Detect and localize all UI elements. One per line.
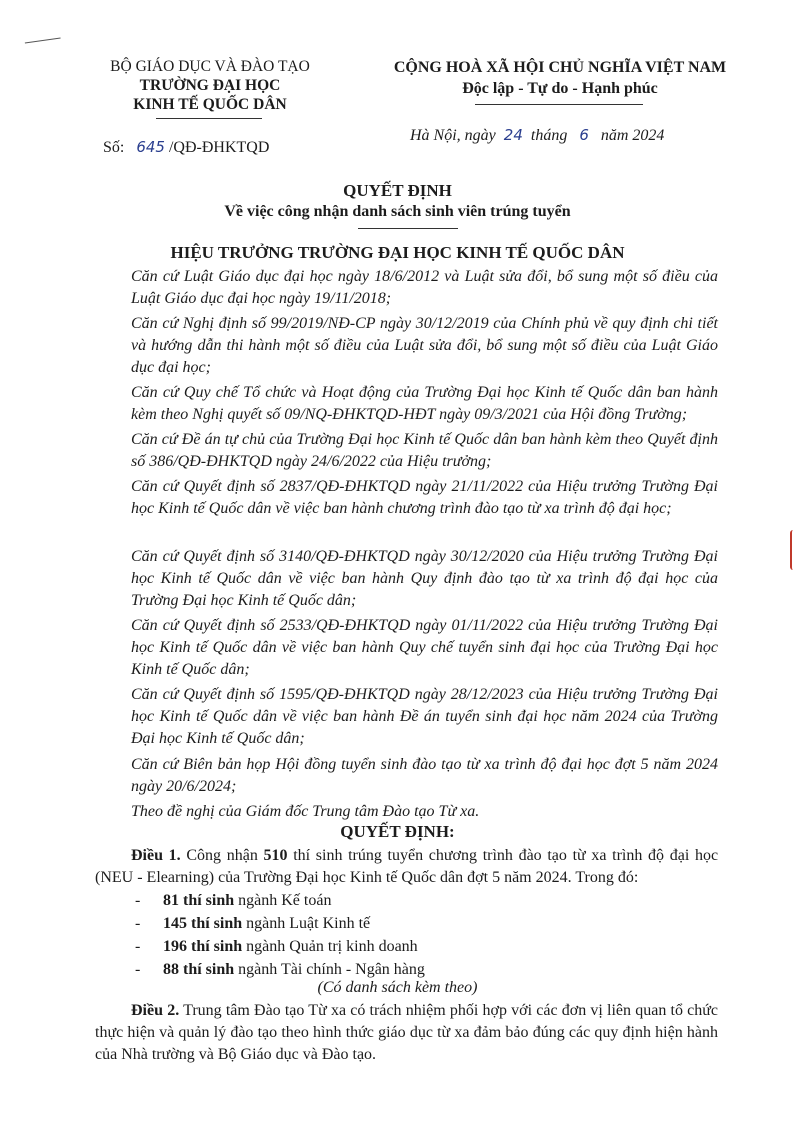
document-type: QUYẾT ĐỊNH <box>343 181 452 200</box>
legal-basis-9: Căn cứ Biên bản họp Hội đồng tuyển sinh đào tạo từ xa trình độ đại học đợt 5 năm 2024 ngày 20/6/2024; <box>131 756 718 795</box>
issuer-block <box>70 57 350 114</box>
motto: Độc lập - Tự do - Hạnh phúc <box>462 80 658 97</box>
legal-basis-6: Căn cứ Quyết định số 3140/QĐ-ĐHKTQD ngày 30/12/2020 của Hiệu trưởng Trường Đại học Kinh tế Quốc dân về việc ban hành Quy định đào tạo từ xa trình độ đại học của Trường Đại học Kinh tế Quốc dân; <box>131 548 718 609</box>
motto-underline <box>475 104 643 105</box>
pen-scribble <box>25 38 61 48</box>
issuing-authority: HIỆU TRƯỞNG TRƯỜNG ĐẠI HỌC KINH TẾ QUỐC DÂN <box>170 243 625 262</box>
ministry-name: BỘ GIÁO DỤC VÀ ĐÀO TẠO <box>110 58 310 75</box>
document-subject: Về việc công nhận danh sách sinh viên trúng tuyển <box>224 203 571 220</box>
attached-list-note: (Có danh sách kèm theo) <box>317 979 478 996</box>
article-1: Điều 1. Công nhận 510 thí sinh trúng tuyển chương trình đào tạo từ xa trình độ đại học (NEU - Elearning) của Trường Đại học Kinh tế Quốc dân đợt 5 năm 2024. Trong đó: <box>95 847 719 886</box>
legal-basis-5: Căn cứ Quyết định số 2837/QĐ-ĐHKTQD ngày 21/11/2022 của Hiệu trưởng Trường Đại học Kinh tế Quốc dân về việc ban hành chương trình đào tạo từ xa trình độ đại học; <box>131 478 718 517</box>
issuer-underline <box>156 118 262 119</box>
list-item: - 88 thí sinh ngành Tài chính - Ngân hàng <box>135 961 425 978</box>
red-edge-mark <box>790 530 795 570</box>
total-admitted: 510 <box>263 847 288 864</box>
nation-name: CỘNG HOÀ XÃ HỘI CHỦ NGHĨA VIỆT NAM <box>393 59 727 76</box>
subject-underline <box>358 228 458 229</box>
legal-basis-10: Theo đề nghị của Giám đốc Trung tâm Đào tạo Từ xa. <box>131 803 480 820</box>
article-1-label: Điều 1. <box>131 847 181 864</box>
article-2-label: Điều 2. <box>131 1002 180 1019</box>
school-name-line2: KINH TẾ QUỐC DÂN <box>133 96 287 113</box>
legal-basis-8: Căn cứ Quyết định số 1595/QĐ-ĐHKTQD ngày 28/12/2023 của Hiệu trưởng Trường Đại học Kinh tế Quốc dân về việc ban hành Đề án tuyển sinh đại học năm 2024 của Trường Đại học Kinh tế Quốc dân; <box>131 686 718 747</box>
legal-basis-1: Căn cứ Luật Giáo dục đại học ngày 18/6/2012 và Luật sửa đổi, bổ sung một số điều của Luật Giáo dục đại học ngày 19/11/2018; <box>131 268 718 307</box>
article-2: Điều 2. Trung tâm Đào tạo Từ xa có trách nhiệm phối hợp với các đơn vị liên quan tổ chức thực hiện và quản lý đào tạo theo hình thức giáo dục từ xa đảm bảo đúng các quy định hiện hành của Nhà trường và Bộ Giáo dục và Đào tạo. <box>95 1002 719 1063</box>
legal-basis-3: Căn cứ Quy chế Tổ chức và Hoạt động của Trường Đại học Kinh tế Quốc dân ban hành kèm theo Nghị quyết số 09/NQ-ĐHKTQD-HĐT ngày 09/3/2021 của Hội đồng Trường; <box>131 384 718 423</box>
legal-basis-2: Căn cứ Nghị định số 99/2019/NĐ-CP ngày 30/12/2019 của Chính phủ về quy định chi tiết và hướng dẫn thi hành một số điều của Luật sửa đổi, bổ sung một số điều của Luật Giáo dục đại học; <box>131 315 718 376</box>
document-number: Số: 645 /QĐ-ĐHKTQD <box>103 138 270 156</box>
school-name-line1: TRƯỜNG ĐẠI HỌC <box>139 77 281 94</box>
list-item: - 145 thí sinh ngành Luật Kinh tế <box>135 915 371 932</box>
list-item: - 196 thí sinh ngành Quản trị kinh doanh <box>135 938 418 955</box>
list-item: - 81 thí sinh ngành Kế toán <box>135 892 332 909</box>
nation-block <box>360 57 760 99</box>
decision-heading: QUYẾT ĐỊNH: <box>340 822 455 841</box>
legal-basis-4: Căn cứ Đề án tự chủ của Trường Đại học Kinh tế Quốc dân ban hành kèm theo Quyết định số 386/QĐ-ĐHKTQD ngày 24/6/2022 của Hiệu trưởng; <box>131 431 718 470</box>
legal-basis-7: Căn cứ Quyết định số 2533/QĐ-ĐHKTQD ngày 01/11/2022 của Hiệu trưởng Trường Đại học Kinh tế Quốc dân về việc ban hành Quy chế tuyển sinh đại học của Trường Đại học Kinh tế Quốc dân; <box>131 617 718 678</box>
handwritten-month: 6 <box>579 126 589 144</box>
handwritten-number: 645 <box>136 138 165 156</box>
handwritten-day: 24 <box>503 126 523 144</box>
issue-date: Hà Nội, ngày 24 tháng 6 năm 2024 <box>410 126 665 144</box>
